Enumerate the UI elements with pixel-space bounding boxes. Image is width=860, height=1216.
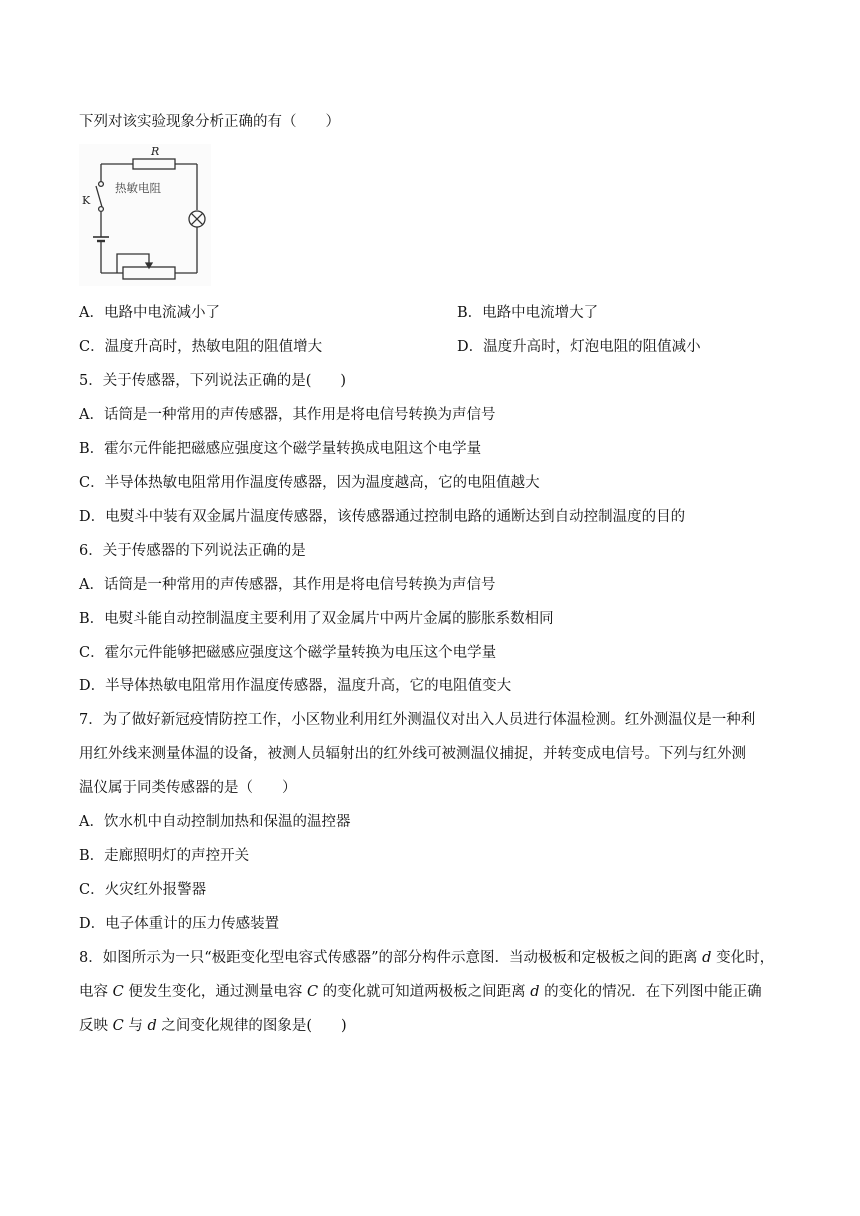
label-r: R (151, 145, 160, 158)
q8-text: 之间变化规律的图象是( ) (161, 1018, 347, 1034)
q8-text: 反映 (79, 1018, 108, 1034)
q6-stem: 6．关于传感器的下列说法正确的是 (79, 543, 306, 559)
circuit-diagram-svg (79, 144, 211, 286)
q8-var-c: C (112, 984, 124, 1000)
q8-var-c: C (112, 1018, 124, 1034)
q4-options-row-2 (79, 337, 789, 357)
q6-option-a: A．话筒是一种常用的声传感器，其作用是将电信号转换为声信号 (79, 577, 496, 593)
q6-option-c: C．霍尔元件能够把磁感应强度这个磁学量转换为电压这个电学量 (79, 645, 497, 661)
q8-stem-line-3 (79, 1016, 789, 1036)
q5-option-a: A．话筒是一种常用的声传感器，其作用是将电信号转换为声信号 (79, 407, 496, 423)
q5-option-b: B．霍尔元件能把磁感应强度这个磁学量转换成电阻这个电学量 (79, 441, 482, 457)
label-k: K (82, 194, 91, 207)
q7-option-c: C．火灾红外报警器 (79, 882, 207, 898)
q4-option-a: A．电路中电流减小了 (79, 305, 220, 321)
q8-var-d: d (530, 984, 540, 1000)
q7-stem-line-1: 7．为了做好新冠疫情防控工作，小区物业利用红外测温仪对出入人员进行体温检测。红外测温仪是一种利 (79, 712, 756, 728)
q8-text: 与 (128, 1018, 143, 1034)
q7-option-d: D．电子体重计的压力传感装置 (79, 916, 280, 932)
q8-text: 的变化就可知道两极板之间距离 (322, 984, 526, 1000)
q8-text: 变化时， (716, 950, 775, 966)
q5-option-c: C．半导体热敏电阻常用作温度传感器，因为温度越高，它的电阻值越大 (79, 475, 540, 491)
q8-text: 的变化的情况．在下列图中能正确 (544, 984, 762, 1000)
q8-text: 电容 (79, 984, 108, 1000)
q7-option-b: B．走廊照明灯的声控开关 (79, 848, 250, 864)
q8-stem-line-2 (79, 982, 789, 1002)
circuit-diagram (79, 144, 211, 286)
q8-stem-line-1 (79, 948, 789, 968)
q7-stem-line-3: 温仪属于同类传感器的是（ ） (79, 780, 297, 796)
q4-option-c: C．温度升高时，热敏电阻的阻值增大 (79, 339, 323, 355)
resistor-icon (133, 159, 175, 169)
q4-options-row-1 (79, 303, 789, 323)
q8-text: 便发生变化，通过测量电容 (128, 984, 303, 1000)
q8-var-d: d (147, 1018, 157, 1034)
q6-option-d: D．半导体热敏电阻常用作温度传感器，温度升高，它的电阻值变大 (79, 678, 512, 694)
q7-option-a: A．饮水机中自动控制加热和保温的温控器 (79, 814, 351, 830)
q5-stem: 5．关于传感器，下列说法正确的是( ) (79, 373, 347, 389)
q8-text: 8．如图所示为一只“极距变化型电容式传感器”的部分构件示意图．当动极板和定极板之间的距离 (79, 950, 698, 966)
q6-option-b: B．电熨斗能自动控制温度主要利用了双金属片中两片金属的膨胀系数相同 (79, 611, 554, 627)
lamp-icon (189, 211, 205, 227)
q5-option-d: D．电熨斗中装有双金属片温度传感器，该传感器通过控制电路的通断达到自动控制温度的目的 (79, 509, 686, 525)
switch-icon (96, 182, 103, 212)
q8-var-c: C (306, 984, 319, 1000)
battery-icon (93, 237, 109, 241)
q4-option-b: B．电路中电流增大了 (457, 305, 599, 321)
q8-var-d: d (702, 950, 712, 966)
q4-option-d: D．温度升高时，灯泡电阻的阻值减小 (457, 339, 701, 355)
q7-stem-line-2: 用红外线来测量体温的设备，被测人员辐射出的红外线可被测温仪捕捉，并转变成电信号。下列与红外测 (79, 746, 746, 762)
q4-stem: 下列对该实验现象分析正确的有（ ） (79, 114, 340, 130)
label-thermistor: 热敏电阻 (115, 181, 161, 195)
